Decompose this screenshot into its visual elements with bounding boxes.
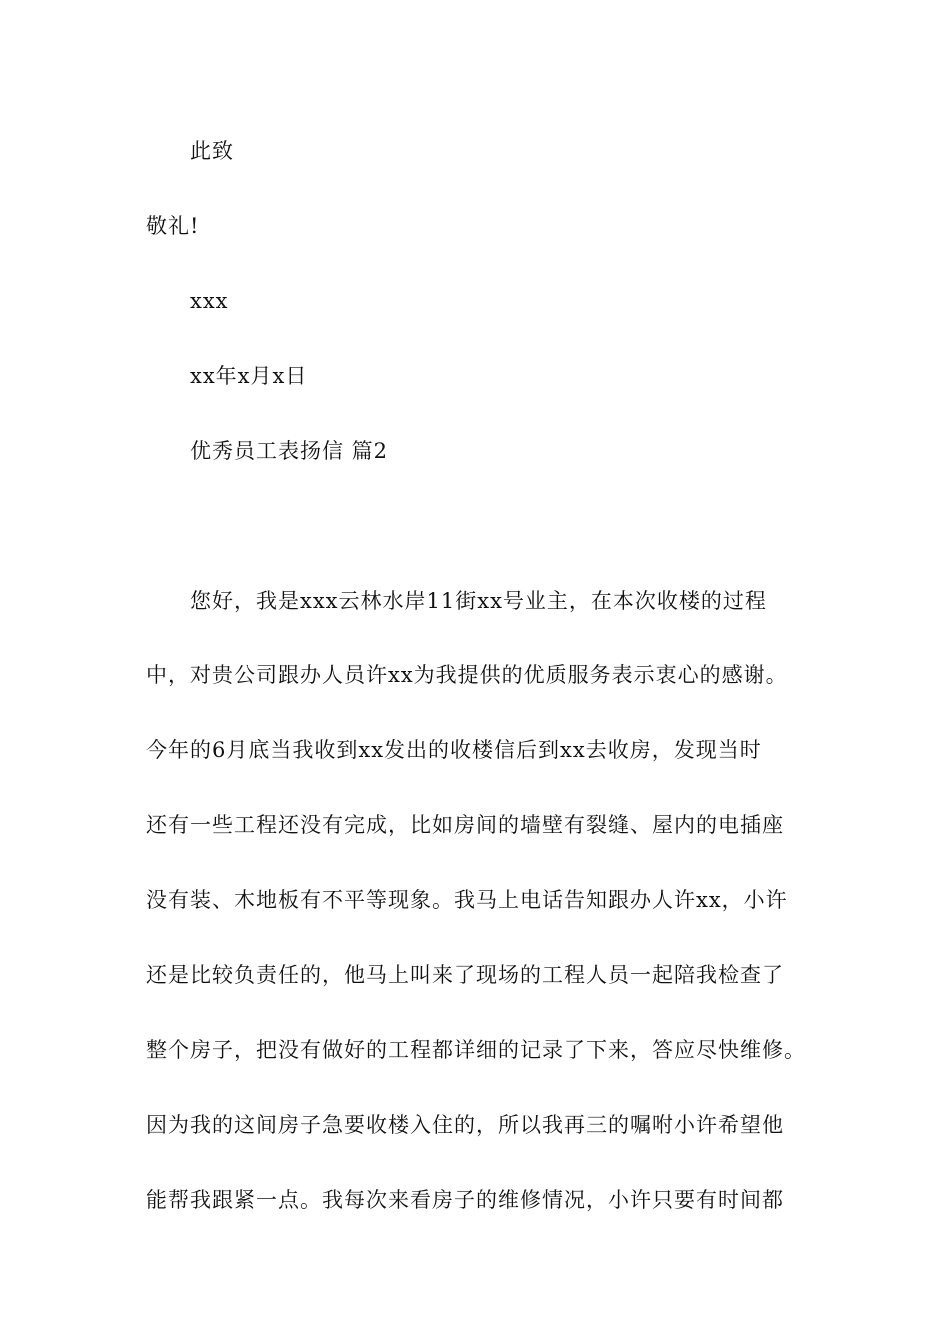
body-line: 还有一些工程还没有完成，比如房间的墙壁有裂缝、屋内的电插座 bbox=[146, 813, 784, 837]
closing-regards: 敬礼! bbox=[146, 214, 200, 238]
body-line: 能帮我跟紧一点。我每次来看房子的维修情况，小许只要有时间都 bbox=[146, 1188, 784, 1212]
body-line: 您好，我是xxx云林水岸11街xx号业主，在本次收楼的过程 bbox=[190, 589, 767, 613]
body-line: 中，对贵公司跟办人员许xx为我提供的优质服务表示衷心的感谢。 bbox=[146, 663, 788, 687]
body-line: 还是比较负责任的，他马上叫来了现场的工程人员一起陪我检查了 bbox=[146, 963, 784, 987]
body-line: 没有装、木地板有不平等现象。我马上电话告知跟办人许xx，小许 bbox=[146, 888, 788, 912]
signature: xxx bbox=[190, 289, 229, 313]
section-heading: 优秀员工表扬信 篇2 bbox=[190, 439, 389, 463]
closing-salutation: 此致 bbox=[190, 139, 234, 163]
body-line: 今年的6月底当我收到xx发出的收楼信后到xx去收房，发现当时 bbox=[146, 738, 762, 762]
body-line: 整个房子，把没有做好的工程都详细的记录了下来，答应尽快维修。 bbox=[146, 1038, 806, 1062]
body-line: 因为我的这间房子急要收楼入住的，所以我再三的嘱咐小许希望他 bbox=[146, 1113, 784, 1137]
letter-date: xx年x月x日 bbox=[190, 364, 308, 388]
